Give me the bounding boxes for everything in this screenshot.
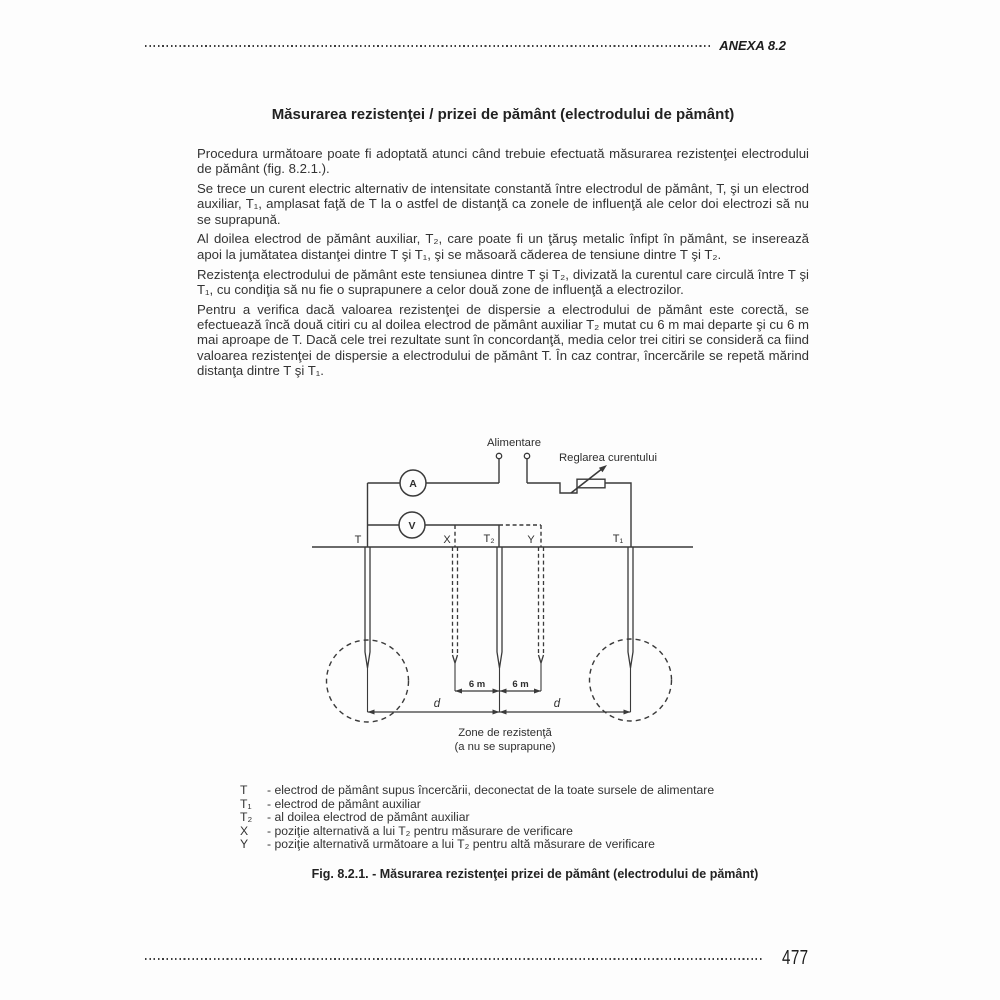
supply-label: Alimentare <box>487 437 541 449</box>
zone-label-line2: (a nu se suprapune) <box>454 741 556 753</box>
annex-label: ANEXA 8.2 <box>719 38 786 53</box>
page-header <box>145 38 786 53</box>
electrode-y-dashed <box>539 547 544 691</box>
voltmeter <box>399 512 425 538</box>
legend-symbol: T <box>240 783 248 797</box>
legend-description: - poziţie alternativă următoare a lui T₂ pentru altă măsurare de verificare <box>267 837 655 852</box>
paragraph-1: Procedura următoare poate fi adoptată atunci când trebuie efectuată măsurarea rezistenţei electrodului de pământ (fig. 8.2.1.). <box>197 146 809 177</box>
supply-terminal-right <box>524 453 529 458</box>
current-regulation-label: Reglarea curentului <box>559 452 657 464</box>
legend-description: - al doilea electrod de pământ auxiliar <box>267 810 470 825</box>
page-footer <box>145 947 817 970</box>
legend-symbol: Y <box>240 837 249 852</box>
electrode-x-label: X <box>443 534 451 546</box>
header-dotted-rule <box>145 45 710 47</box>
legend-row-t <box>240 784 714 798</box>
electrode-t2 <box>497 547 502 712</box>
figure-caption: Fig. 8.2.1. - Măsurarea rezistenţei prizei de pământ (electrodului de pământ) <box>311 867 759 881</box>
legend-description: - electrod de pământ auxiliar <box>267 796 421 811</box>
electrode-t1-label: T₁ <box>612 533 624 545</box>
figure-legend <box>240 784 714 852</box>
legend-symbol: X <box>240 823 249 838</box>
zone-label-line1: Zone de rezistenţă <box>458 727 552 739</box>
legend-row-t2 <box>240 811 714 825</box>
dim-d-right-label: d <box>553 698 561 710</box>
paragraph-3: Al doilea electrod de pământ auxiliar, T₂, care poate fi un ţăruş metalic înfipt în pământ, se inserează apoi la jumătatea distanţei dintre T şi T₁, şi se măsoară căderea de tensiune dintre T şi T₂. <box>197 231 809 262</box>
electrode-y-label: Y <box>527 534 535 546</box>
legend-symbol: T₂ <box>240 810 253 825</box>
electrode-t <box>365 547 370 712</box>
legend-row-t1 <box>240 798 714 812</box>
dim-6m-left-label: 6 m <box>468 679 486 690</box>
electrode-t-label: T <box>354 534 362 546</box>
paragraph-4: Rezistenţa electrodului de pământ este tensiunea dintre T şi T₂, divizată la curentul care circulă între T şi T₁, cu condiţia să nu fie o suprapunere a celor două zone de influenţă a electrozilor. <box>197 266 809 297</box>
ammeter-label: A <box>409 478 417 490</box>
legend-symbol: T₁ <box>240 796 252 811</box>
electrode-t2-label: T₂ <box>483 533 495 545</box>
paragraph-5: Pentru a verifica dacă valoarea rezistenţei de dispersie a electrodului de pământ este corectă, se efectuează încă două citiri cu al doilea electrod de pământ auxiliar T₂ mutat cu 6 m mai departe şi cu 6 m mai aproape de T. Dacă cele trei rezultate sunt în concordanţă, media celor trei citiri se consideră ca fiind valoarea rezistenţei de dispersie a electrodului de pământ T. În caz contrar, încercările se repetă mărind distanţa dintre T şi T₁. <box>197 301 809 378</box>
figure-diagram <box>298 430 702 767</box>
legend-row-x <box>240 825 714 839</box>
footer-dotted-rule <box>145 958 762 960</box>
electrode-x-dashed <box>453 547 458 691</box>
legend-description: - poziţie alternativă a lui T₂ pentru măsurare de verificare <box>267 823 573 838</box>
electrode-t1 <box>628 547 633 712</box>
voltmeter-label: V <box>408 520 416 532</box>
earth-electrode-circuit-svg <box>298 430 702 762</box>
supply-terminal-left <box>496 453 501 458</box>
dim-d-left-label: d <box>433 698 441 710</box>
ammeter <box>400 470 426 496</box>
dim-6m-right-label: 6 m <box>512 679 529 690</box>
page-number: 477 <box>782 947 809 969</box>
legend-row-y <box>240 838 714 852</box>
page-title: Măsurarea rezistenţei / prizei de pământ (electrodului de pământ) <box>271 106 735 123</box>
legend-description: - electrod de pământ supus încercării, deconectat de la toate sursele de alimentare <box>267 783 715 797</box>
paragraph-2: Se trece un curent electric alternativ de intensitate constantă între electrodul de pământ, T, şi un electrod auxiliar, T₁, amplasat faţă de T la o astfel de distanţă ca zonele de influenţă ale celor doi electrozi să nu se suprapună. <box>197 181 809 227</box>
body-text <box>197 146 809 383</box>
